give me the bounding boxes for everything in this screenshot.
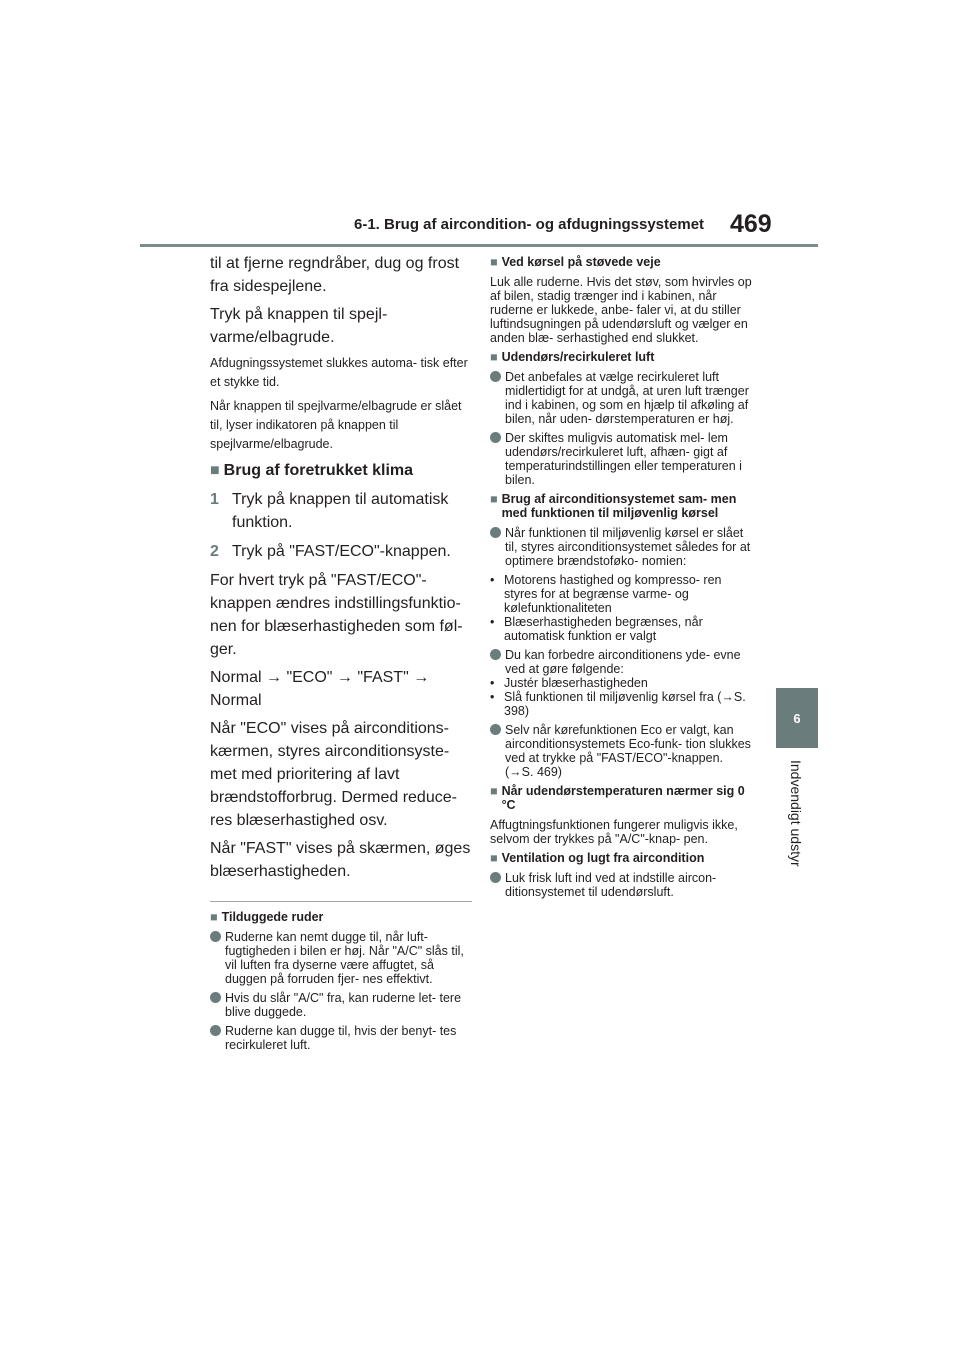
square-marker-icon: ■ <box>490 851 498 865</box>
bullet-item: Du kan forbedre airconditionens yde- evne ved at gøre følgende: <box>490 648 752 676</box>
note-heading: ■ Udendørs/recirkuleret luft <box>490 350 655 364</box>
bullet-item: Luk frisk luft ind ved at indstille aircon- ditionsystemet til udendørsluft. <box>490 871 752 899</box>
square-marker-icon: ■ <box>490 350 498 364</box>
sub-bullet-item: • Blæserhastigheden begrænses, når automatisk funktion er valgt <box>490 615 703 643</box>
bullet-item: Når funktionen til miljøvenlig kørsel er slået til, styres airconditionsystemet således for at optimere brændstoføko- nomien: <box>490 526 752 568</box>
paragraph: Afdugningssystemet slukkes automa- tisk efter et stykke tid. <box>210 356 468 389</box>
bullet-item: Ruderne kan dugge til, hvis der benyt- tes recirkuleret luft. <box>210 1024 472 1052</box>
bullet-item: Ruderne kan nemt dugge til, når luft- fugtigheden i bilen er høj. Når "A/C" slås til, vil luften fra dyserne være affugtet, så duggen på forruden fjer- nes effektivt. <box>210 930 472 986</box>
note-text: Affugtningsfunktionen fungerer muligvis ikke, selvom der trykkes på "A/C"-knap- pen. <box>490 818 738 846</box>
small-bullet-icon: • <box>490 573 495 587</box>
square-marker-icon: ■ <box>490 784 498 798</box>
bullet-dot-icon <box>210 1025 221 1036</box>
sub-bullet-item: • Justér blæserhastigheden <box>490 676 648 690</box>
section-heading: ■ Brug af foretrukket klima <box>210 462 414 479</box>
paragraph: Når "ECO" vises på airconditions- kærmen, styres airconditionsyste- met med prioritering af lavt brændstofforbrug. Dermed reduce- res blæserhastighed osv. <box>210 720 457 829</box>
small-bullet-icon: • <box>490 615 495 629</box>
bullet-item: Selv når kørefunktionen Eco er valgt, kan airconditionsystemets Eco-funk- tion slukkes ved at trykke på "FAST/ECO"-knappen. (→S. 469) <box>490 723 752 779</box>
bullet-dot-icon <box>490 527 501 538</box>
bullet-dot-icon <box>490 371 501 382</box>
note-heading: ■ Tilduggede ruder <box>210 910 324 924</box>
bullet-dot-icon <box>490 872 501 883</box>
header-divider <box>140 244 818 247</box>
paragraph: Tryk på knappen til spejl- varme/elbagrude. <box>210 306 388 346</box>
right-column <box>490 255 752 904</box>
paragraph: For hvert tryk på "FAST/ECO"- knappen ændres indstillingsfunktio- nen for blæserhastigheden som føl- ger. <box>210 572 463 658</box>
chapter-label: Indvendigt udstyr <box>788 760 804 867</box>
square-marker-icon: ■ <box>210 910 218 924</box>
step-text: Tryk på "FAST/ECO"-knappen. <box>232 543 451 560</box>
page-number: 469 <box>730 210 772 238</box>
step-item <box>210 488 472 534</box>
bullet-item: Der skiftes muligvis automatisk mel- lem udendørs/recirkuleret luft, afhæn- gigt af temperaturindstillingen eller temperaturen i bilen. <box>490 431 752 487</box>
paragraph: Når knappen til spejlvarme/elbagrude er slået til, lyser indikatoren på knappen til spejlvarme/elbagrude. <box>210 399 462 451</box>
bullet-dot-icon <box>490 724 501 735</box>
step-number: 2 <box>210 543 219 560</box>
note-heading: ■ Ventilation og lugt fra aircondition <box>490 851 705 865</box>
paragraph: til at fjerne regndråber, dug og frost fra sidespejlene. <box>210 255 460 295</box>
square-marker-icon: ■ <box>210 462 220 479</box>
chapter-tab[interactable]: 6 <box>776 688 818 748</box>
small-bullet-icon: • <box>490 690 495 704</box>
bullet-item: Hvis du slår "A/C" fra, kan ruderne let- tere blive duggede. <box>210 991 472 1019</box>
bullet-dot-icon <box>490 649 501 660</box>
note-heading: ■ Brug af airconditionsystemet sam- men med funktionen til miljøvenlig kørsel <box>490 492 737 520</box>
bullet-dot-icon <box>210 992 221 1003</box>
paragraph: Normal → "ECO" → "FAST" → Normal <box>210 669 430 709</box>
bullet-dot-icon <box>490 432 501 443</box>
small-bullet-icon: • <box>490 676 495 690</box>
section-header-title: 6-1. Brug af aircondition- og afdugningssystemet <box>354 216 705 233</box>
left-column <box>210 252 472 1057</box>
divider <box>210 901 472 902</box>
note-text: Luk alle ruderne. Hvis det støv, som hvirvles op af bilen, stadig trænger ind i kabinen, når ruderne er lukkede, anbe- faler vi, at du stiller luftindsugningen på udendørsluft og vælger en anden blæ- serhastighed end slukket. <box>490 275 752 345</box>
note-heading: ■ Ved kørsel på støvede veje <box>490 255 661 269</box>
square-marker-icon: ■ <box>490 255 498 269</box>
paragraph: Når "FAST" vises på skærmen, øges blæserhastigheden. <box>210 840 471 880</box>
step-number: 1 <box>210 491 219 508</box>
step-item <box>210 540 472 563</box>
sub-bullet-item: • Slå funktionen til miljøvenlig kørsel fra (→S. 398) <box>490 690 746 718</box>
bullet-dot-icon <box>210 931 221 942</box>
note-heading: ■ Når udendørstemperaturen nærmer sig 0 °C <box>490 784 745 812</box>
step-text: Tryk på knappen til automatisk funktion. <box>232 491 449 531</box>
sub-bullet-item: • Motorens hastighed og kompresso- ren styres for at begrænse varme- og kølefunktionaliteten <box>490 573 722 615</box>
square-marker-icon: ■ <box>490 492 498 506</box>
bullet-item: Det anbefales at vælge recirkuleret luft midlertidigt for at undgå, at uren luft trænger ind i kabinen, og som en hjælp til afkøling af bilen, når uden- dørstemperaturen er høj. <box>490 370 752 426</box>
